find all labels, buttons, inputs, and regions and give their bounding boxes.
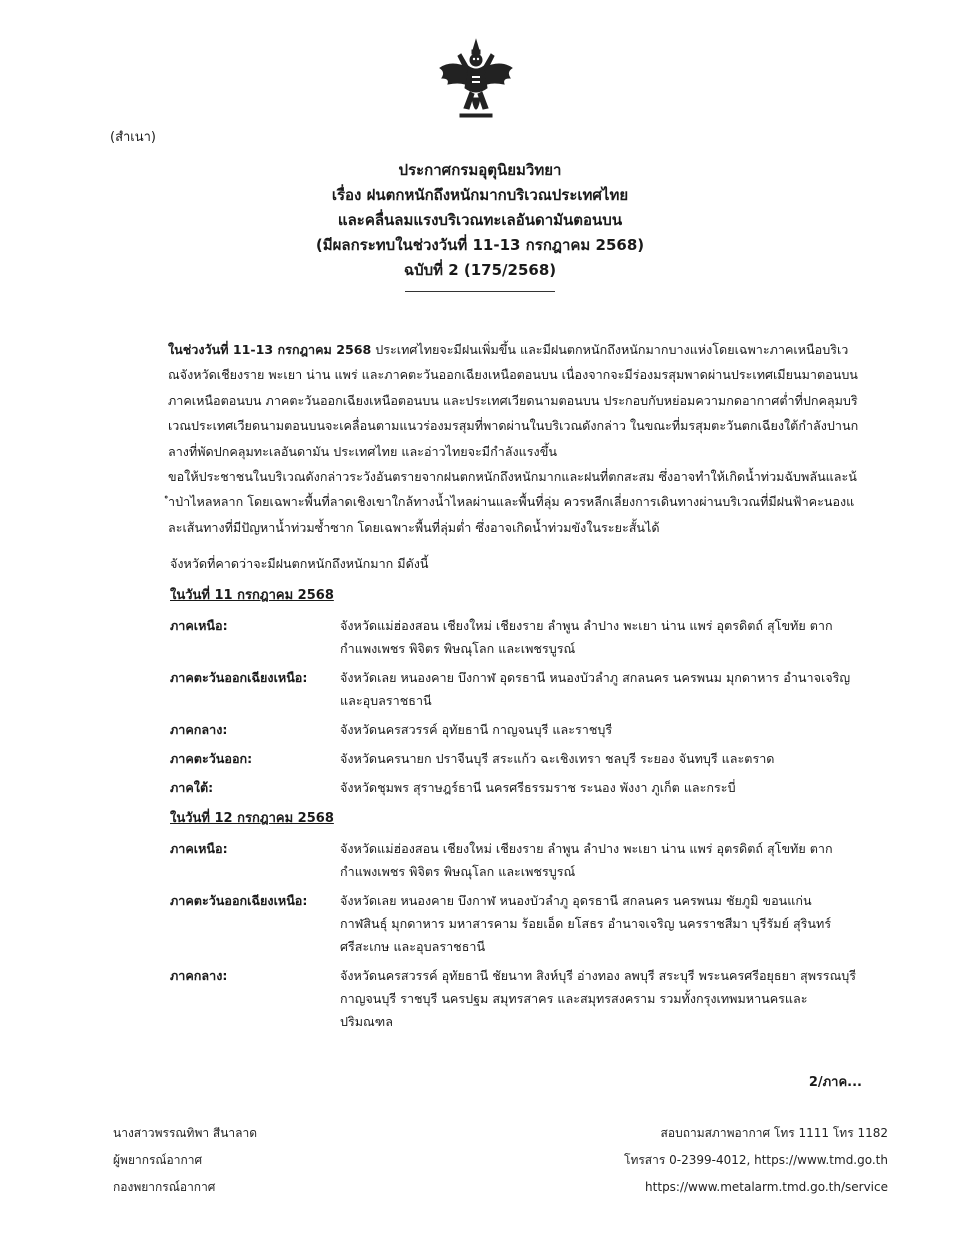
signatory-position: ผู้พยากรณ์อากาศ [113,1153,203,1167]
document-body [170,337,860,1033]
region-label: ภาคตะวันออกเฉียงเหนือ: [170,893,308,909]
province-list-intro: จังหวัดที่คาดว่าจะมีฝนตกหนักถึงหนักมาก มีดังนี้ [170,556,429,572]
region-row [170,666,860,712]
issue-number: ฉบับที่ 2 (175/2568) [403,261,557,279]
region-label: ภาคตะวันออกเฉียงเหนือ: [170,670,308,686]
region-label: ภาคเหนือ: [170,618,228,634]
signatory-division: กองพยากรณ์อากาศ [113,1180,216,1194]
title-block [0,158,960,292]
region-provinces: จังหวัดแม่ฮ่องสอน เชียงใหม่ เชียงราย ลำพูน ลำปาง พะเยา น่าน แพร่ อุตรดิตถ์ สุโขทัย ตาก กำแพงเพชร พิจิตร พิษณุโลก และเพชรบูรณ์ [340,618,833,657]
region-label: ภาคใต้: [170,780,214,796]
effective-period: (มีผลกระทบในช่วงวันที่ 11-13 กรกฎาคม 2568) [315,236,645,254]
day-section [170,807,860,1033]
day-heading: ในวันที่ 11 กรกฎาคม 2568 [170,588,334,604]
paragraph-situation-text: ประเทศไทยจะมีฝนเพิ่มขึ้น และมีฝนตกหนักถึงหนักมากบางแห่งโดยเฉพาะภาคเหนือบริเวณจังหวัดเชียงราย พะเยา น่าน แพร่ และภาคตะวันออกเฉียงเหนือตอนบน เนื่องจากจะมีร่องมรสุมพาดผ่านประเทศเมียนมาตอนบน ภาคเหนือตอนบน ภาคตะวันออกเฉียงเหนือตอนบน และประเทศเวียดนามตอนบน ประกอบกับหย่อมความกดอากาศต่ำที่ปกคลุมบริเวณประเทศเวียดนามตอนบนจะเคลื่อนตามแนวร่องมรสุมที่พาดผ่านในบริเวณดังกล่าว ในขณะที่มรสุมตะวันตกเฉียงใต้กำลังปานกลางที่พัดปกคลุมทะเลอันดามัน ประเทศไทย และอ่าวไทยจะมีกำลังแรงขึ้น [168,342,859,459]
region-label: ภาคตะวันออก: [170,751,253,767]
announcement-title: ประกาศกรมอุตุนิยมวิทยา [398,161,562,179]
region-provinces: จังหวัดนครนายก ปราจีนบุรี สระแก้ว ฉะเชิงเทรา ชลบุรี ระยอง จันทบุรี และตราด [340,751,775,767]
region-provinces: จังหวัดแม่ฮ่องสอน เชียงใหม่ เชียงราย ลำพูน ลำปาง พะเยา น่าน แพร่ อุตรดิตถ์ สุโขทัย ตาก กำแพงเพชร พิจิตร พิษณุโลก และเพชรบูรณ์ [340,841,833,880]
contact-fax-website[interactable]: โทรสาร 0-2399-4012, https://www.tmd.go.th [624,1153,888,1167]
announcement-subject-2: และคลื่นลมแรงบริเวณทะเลอันดามันตอนบน [337,211,623,229]
copy-mark: (สำเนา) [110,130,157,145]
region-row [170,837,860,883]
region-provinces: จังหวัดนครสวรรค์ อุทัยธานี ชัยนาท สิงห์บุรี อ่างทอง ลพบุรี สระบุรี พระนครศรีอยุธยา สุพรรณบุรี กาญจนบุรี ราชบุรี นครปฐม สมุทรสาคร และสมุทรสงคราม รวมทั้งกรุงเทพมหานครและปริมณฑล [340,968,857,1030]
region-provinces: จังหวัดชุมพร สุราษฎร์ธานี นครศรีธรรมราช ระนอง พังงา ภูเก็ต และกระบี่ [340,780,736,796]
region-row [170,747,860,770]
region-provinces: จังหวัดเลย หนองคาย บึงกาฬ หนองบัวลำภู อุดรธานี สกลนคร นครพนม ชัยภูมิ ขอนแก่น กาฬสินธุ์ มุกดาหาร มหาสารคาม ร้อยเอ็ด ยโสธร อำนาจเจริญ นครราชสีมา บุรีรัมย์ สุรินทร์ ศรีสะเกษ และอุบลราชธานี [340,893,832,955]
paragraph-situation [168,337,860,464]
continued-page-marker: 2/ภาค... [808,1075,862,1090]
day-section [170,584,860,799]
footer-contact [624,1120,888,1201]
region-row [170,776,860,799]
signatory-name: นางสาวพรรณทิพา สีนาลาด [113,1126,258,1140]
region-provinces: จังหวัดเลย หนองคาย บึงกาฬ อุดรธานี หนองบัวลำภู สกลนคร นครพนม มุกดาหาร อำนาจเจริญ และอุบลราชธานี [340,670,851,709]
region-label: ภาคกลาง: [170,968,228,984]
contact-service-link[interactable]: https://www.metalarm.tmd.go.th/service [645,1180,888,1194]
garuda-emblem-icon [432,38,520,126]
region-provinces: จังหวัดนครสวรรค์ อุทัยธานี กาญจนบุรี และราชบุรี [340,722,613,738]
paragraph-lead-date: ในช่วงวันที่ 11-13 กรกฎาคม 2568 [168,342,372,357]
region-label: ภาคเหนือ: [170,841,228,857]
region-row [170,718,860,741]
region-row [170,614,860,660]
title-divider [405,291,555,292]
region-row [170,889,860,958]
day-heading: ในวันที่ 12 กรกฎาคม 2568 [170,811,334,827]
region-label: ภาคกลาง: [170,722,228,738]
announcement-subject: เรื่อง ฝนตกหนักถึงหนักมากบริเวณประเทศไทย [331,186,629,204]
contact-phone: สอบถามสภาพอากาศ โทร 1111 โทร 1182 [660,1126,888,1140]
paragraph-advisory: ขอให้ประชาชนในบริเวณดังกล่าวระวังอันตรายจากฝนตกหนักถึงหนักมากและฝนที่ตกสะสม ซึ่งอาจทำให้เกิดน้ำท่วมฉับพลันและน้ำป่าไหลหลาก โดยเฉพาะพื้นที่ลาดเชิงเขาใกล้ทางน้ำไหลผ่านและพื้นที่ลุ่ม ควรหลีกเลี่ยงการเดินทางผ่านบริเวณที่มีฝนฟ้าคะนองและเส้นทางที่มีปัญหาน้ำท่วมซ้ำซาก โดยเฉพาะพื้นที่ลุ่มต่ำ ซึ่งอาจเกิดน้ำท่วมขังในระยะสั้นได้ [168,469,857,535]
region-row [170,964,860,1033]
footer-signatory [113,1120,257,1201]
